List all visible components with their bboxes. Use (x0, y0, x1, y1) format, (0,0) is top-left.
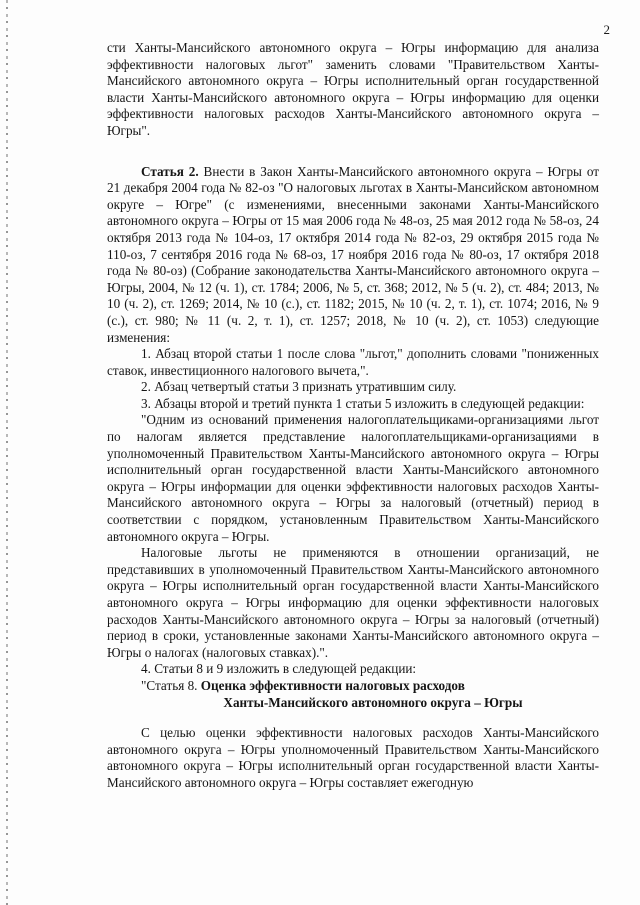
paragraph-continuation: сти Ханты-Мансийского автономного округа – Югры информацию для анализа эффективности налоговых льгот" заменить словами "Правительством Ханты-Мансийского автономного округа – Югры исполнительный орган государственной власти Ханты-Мансийского автономного округа – Югры информацию для оценки эффективности налоговых расходов Ханты-Мансийского автономного округа – Югры". (107, 40, 599, 138)
item-4: 4. Статьи 8 и 9 изложить в следующей редакции: (141, 661, 417, 677)
spacer (107, 140, 599, 164)
article-2-paragraph (107, 164, 599, 347)
article-8-heading (107, 678, 599, 695)
scan-edge (6, 0, 8, 905)
article-2-label: Статья 2. (141, 163, 199, 179)
final-paragraph: С целью оценки эффективности налоговых расходов Ханты-Мансийского автономного округа – Югры уполномоченный Правительством Ханты-Мансийского автономного округа – Югры исполнительный орган государственной власти Ханты-Мансийского автономного округа – Югры составляет ежегодную (107, 725, 599, 790)
article-2-text: Внести в Закон Ханты-Мансийского автономного округа – Югры от 21 декабря 2004 года № 82-оз "О налоговых льготах в Ханты-Мансийском автономном округе – Югре" (с изменениями, внесенными законами Ханты-Мансийского автономного округа – Югры от 15 мая 2006 года № 48-оз, 25 мая 2012 года № 58-оз, 24 октября 2013 года № 104-оз, 17 октября 2014 года № 82-оз, 29 октября 2015 года № 110-оз, 7 сентября 2016 года № 68-оз, 17 ноября 2016 года № 80-оз, 17 октября 2018 года № 80-оз) (Собрание законодательства Ханты-Мансийского автономного округа – Югры, 2004, № 12 (ч. 1), ст. 1784; 2006, № 5, ст. 368; 2012, № 5 (ч. 2), ст. 484; 2013, № 10 (ч. 2), ст. 1269; 2014, № 10 (с.), ст. 1182; 2015, № 10 (ч. 2, т. 1), ст. 1074; 2016, № 9 (с.), ст. 980; № 11 (ч. 2, т. 1), ст. 1257; 2018, № 10 (ч. 2), ст. 1053) следующие изменения: (107, 163, 600, 345)
quote-paragraph-1: "Одним из оснований применения налогоплательщиками-организациями льгот по налогам является представление налогоплательщиками-организациями в уполномоченный Правительством Ханты-Мансийского автономного округа – Югры исполнительный орган государственной власти Ханты-Мансийского автономного округа – Югры информации для оценки эффективности налоговых расходов Ханты-Мансийского автономного округа – Югры за налоговый (отчетный) период в соответствии с порядком, установленным Правительством Ханты-Мансийского автономного округа – Югры. (107, 412, 599, 544)
item-2: 2. Абзац четвертый статьи 3 признать утратившим силу. (141, 379, 457, 395)
item-3: 3. Абзацы второй и третий пункта 1 статьи 5 изложить в следующей редакции: (141, 395, 585, 411)
spacer (107, 711, 599, 725)
page-number: 2 (603, 22, 610, 37)
article-8-title-line-1: Оценка эффективности налоговых расходов (200, 677, 465, 693)
quote-paragraph-2: Налоговые льготы не применяются в отношении организаций, не представивших в уполномоченный Правительством Ханты-Мансийского автономного округа – Югры исполнительный орган государственной власти Ханты-Мансийского автономного округа – Югры информацию для оценки эффективности налоговых расходов Ханты-Мансийского автономного округа – Югры за налоговый (отчетный) период в сроки, установленные законами Ханты-Мансийского автономного округа – Югры о налогах (налоговых ставках).". (107, 545, 599, 660)
article-8-prefix: "Статья 8. (141, 677, 201, 693)
item-1: 1. Абзац второй статьи 1 после слова "льгот," дополнить словами "пониженных ставок, инвестиционного налогового вычета,". (107, 346, 599, 378)
article-8-title-line-2: Ханты-Мансийского автономного округа – Югры (223, 694, 523, 710)
document-body (107, 40, 599, 792)
